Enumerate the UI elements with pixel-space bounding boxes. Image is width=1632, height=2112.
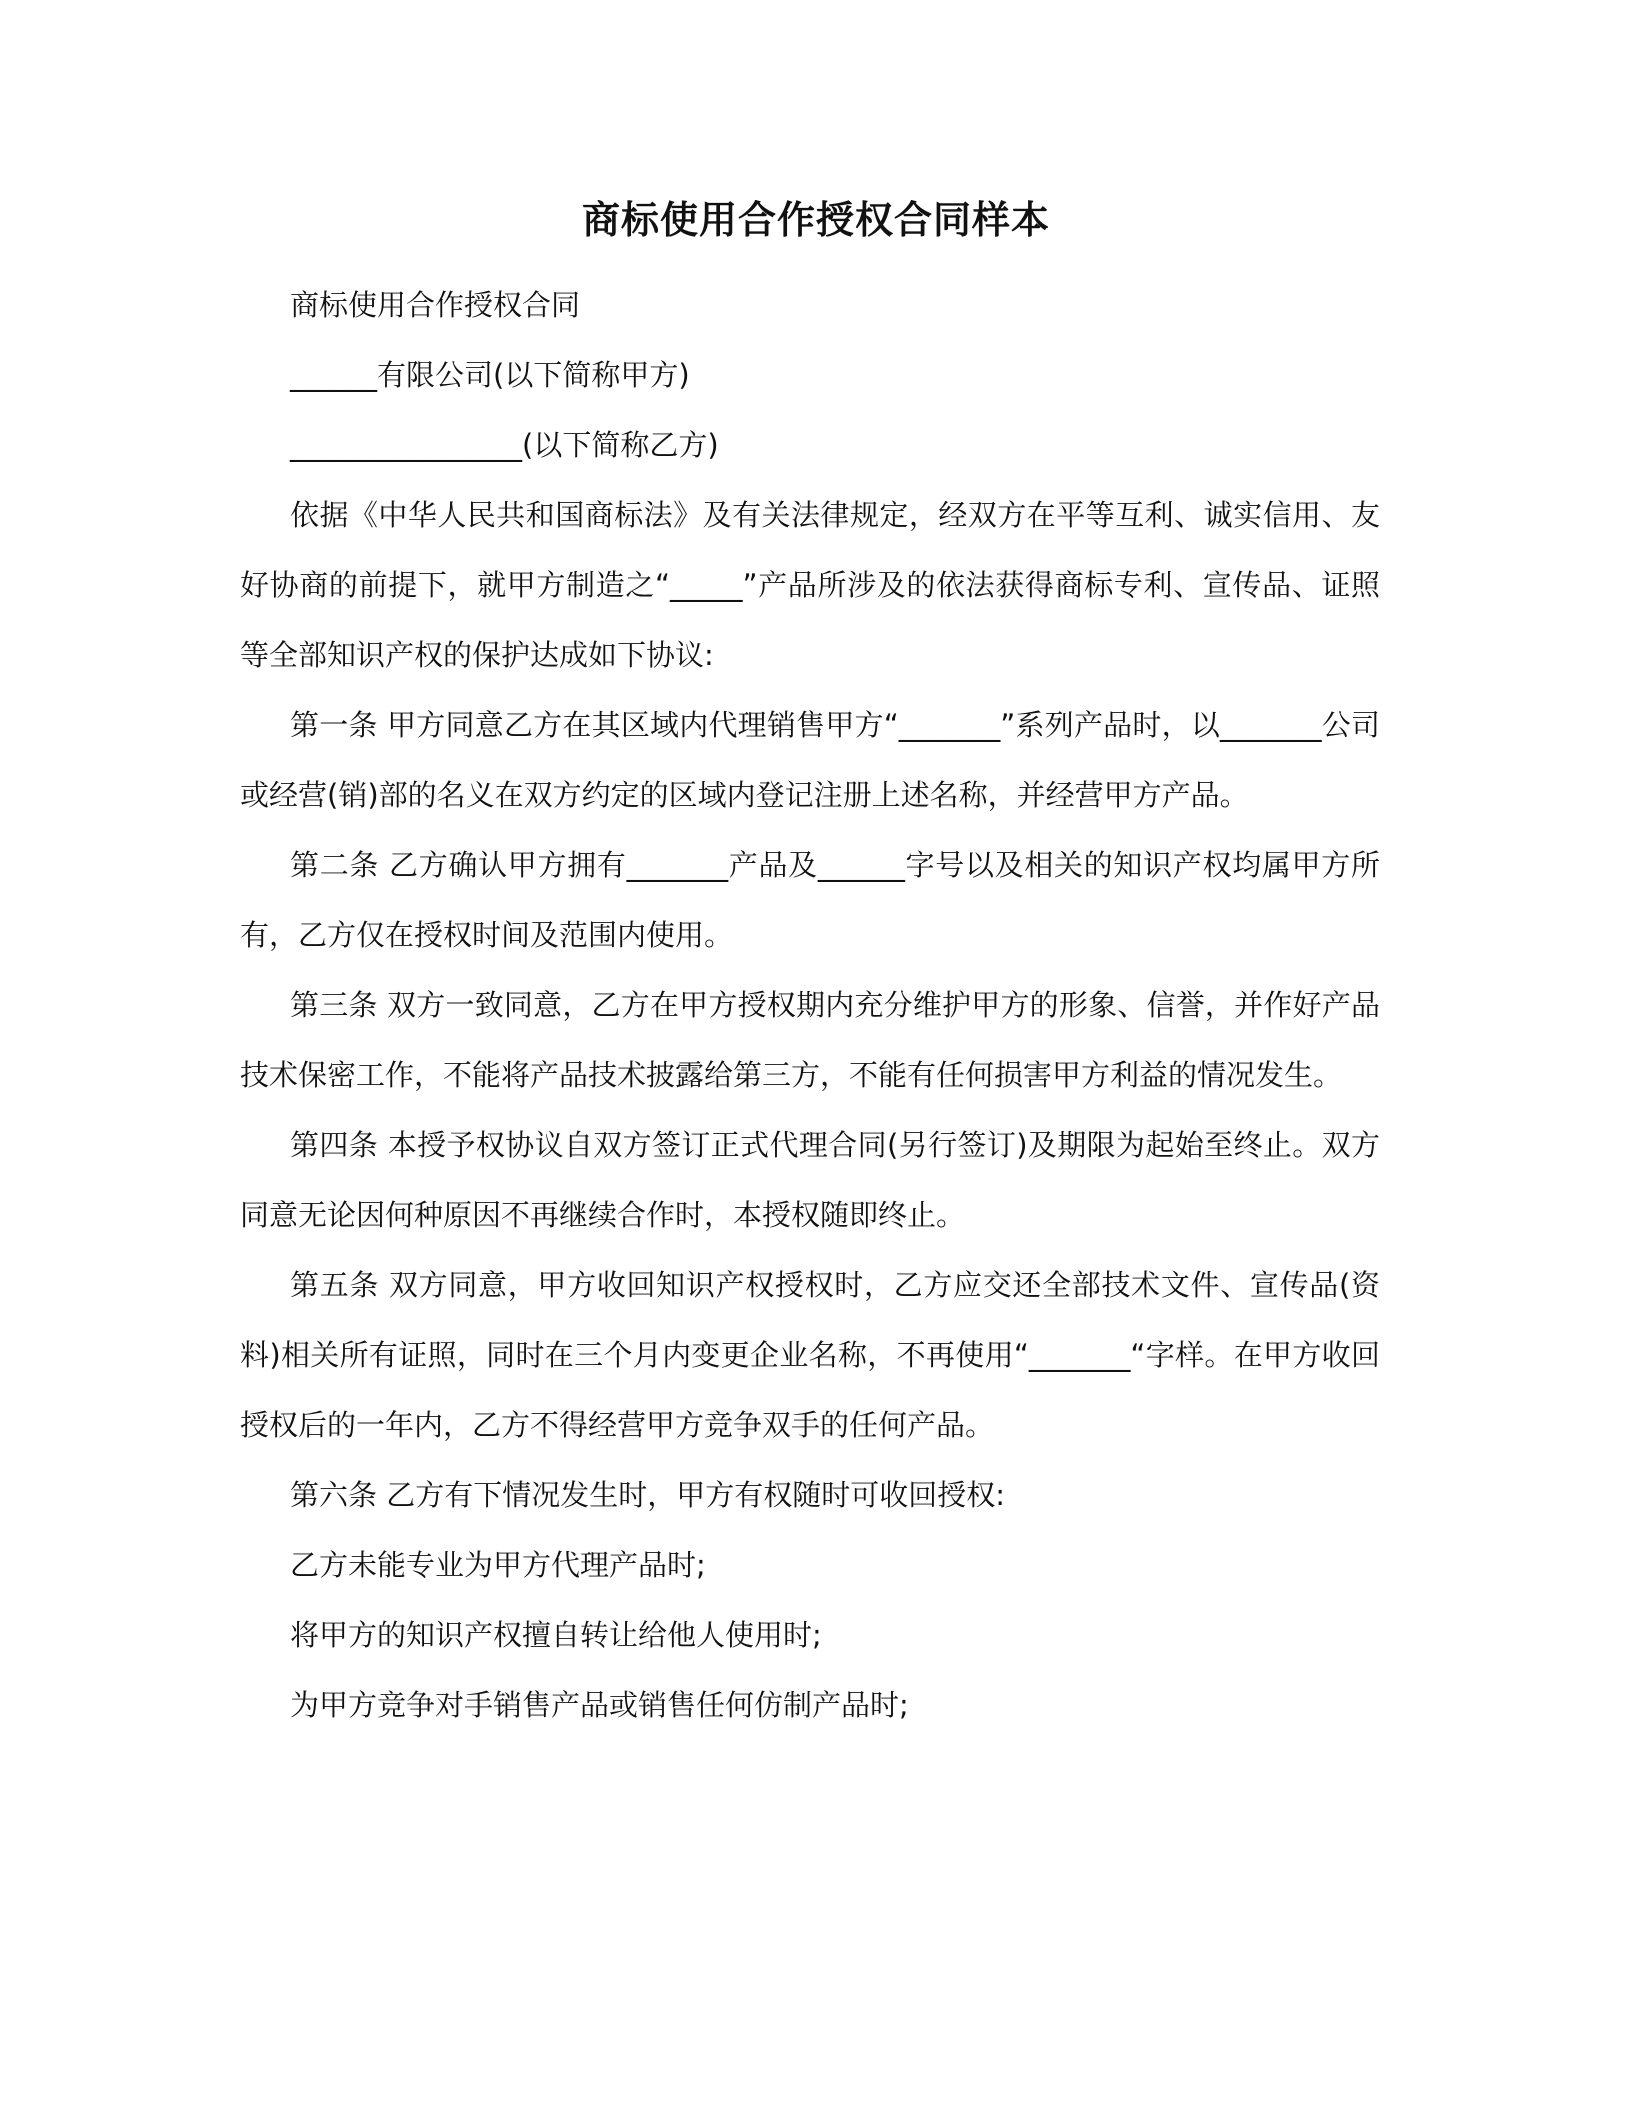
party-b-line: ________________(以下简称乙方) <box>290 428 719 462</box>
article-6-item-3: 为甲方竞争对手销售产品或销售任何仿制产品时; <box>290 1688 909 1722</box>
article-4: 第四条 本授予权协议自双方签订正式代理合同(另行签订)及期限为起始至终止。双方同意无论因何种原因不再继续合作时，本授权随即终止。 <box>240 1128 1380 1232</box>
article-6-item-1: 乙方未能专业为甲方代理产品时; <box>290 1548 706 1582</box>
contract-heading: 商标使用合作授权合同 <box>290 288 581 322</box>
article-5: 第五条 双方同意，甲方收回知识产权授权时，乙方应交还全部技术文件、宣传品(资料)相关所有证照，同时在三个月内变更企业名称，不再使用“_______“字样。在甲方收回授权后的一年内，乙方不得经营甲方竞争双手的任何产品。 <box>240 1268 1380 1442</box>
preamble-paragraph: 依据《中华人民共和国商标法》及有关法律规定，经双方在平等互利、诚实信用、友好协商的前提下，就甲方制造之“_____”产品所涉及的依法获得商标专利、宣传品、证照等全部知识产权的保护达成如下协议: <box>240 498 1380 672</box>
party-a-line: ______有限公司(以下简称甲方) <box>290 358 690 392</box>
article-2: 第二条 乙方确认甲方拥有_______产品及______字号以及相关的知识产权均属甲方所有，乙方仅在授权时间及范围内使用。 <box>240 848 1380 952</box>
article-3: 第三条 双方一致同意，乙方在甲方授权期内充分维护甲方的形象、信誉，并作好产品技术保密工作，不能将产品技术披露给第三方，不能有任何损害甲方利益的情况发生。 <box>240 988 1380 1092</box>
article-6-item-2: 将甲方的知识产权擅自转让给他人使用时; <box>290 1618 822 1652</box>
document-body <box>240 270 1380 1740</box>
article-1: 第一条 甲方同意乙方在其区域内代理销售甲方“_______”系列产品时，以_______公司或经营(销)部的名义在双方约定的区域内登记注册上述名称，并经营甲方产品。 <box>240 708 1380 812</box>
article-6: 第六条 乙方有下情况发生时，甲方有权随时可收回授权: <box>290 1478 1005 1512</box>
document-title: 商标使用合作授权合同样本 <box>581 198 1050 242</box>
